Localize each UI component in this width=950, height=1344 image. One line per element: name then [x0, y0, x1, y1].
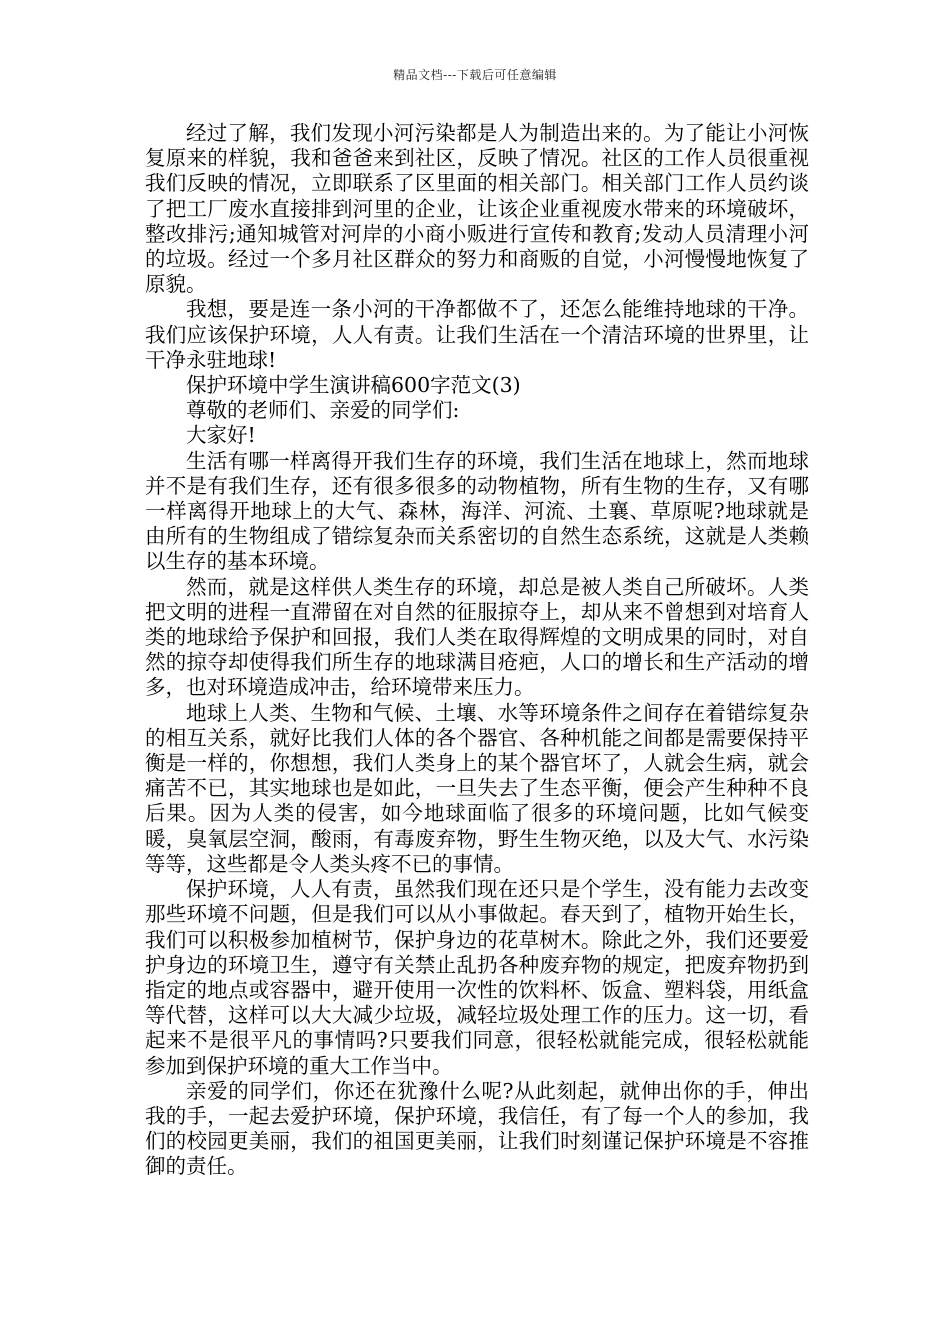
paragraph-human-destruction: 然而，就是这样供人类生存的环境，却总是被人类自己所破坏。人类把文明的进程一直滞留在对自然的征服掠夺上，却从来不曾想到对培育人类的地球给予保护和回报，我们人类在取得辉煌的文明成果的同时，对自然的掠夺却使得我们所生存的地球满目疮疤，人口的增长和生产活动的增多，也对环境造成冲击，给环境带来压力。 [145, 574, 809, 700]
paragraph-river-cleanup: 经过了解，我们发现小河污染都是人为制造出来的。为了能让小河恢复原来的样貌，我和爸爸来到社区，反映了情况。社区的工作人员很重视我们反映的情况，立即联系了区里面的相关部门。相关部门工作人员约谈了把工厂废水直接排到河里的企业，让该企业重视废水带来的环境破坏，整改排污;通知城管对河岸的小商小贩进行宣传和教育;发动人员清理小河的垃圾。经过一个多月社区群众的努力和商贩的自觉，小河慢慢地恢复了原貌。 [145, 121, 809, 297]
paragraph-start-small: 保护环境，人人有责，虽然我们现在还只是个学生，没有能力去改变那些环境不问题，但是我们可以从小事做起。春天到了，植物开始生长，我们可以积极参加植树节，保护身边的花草树木。除此之外，我们还要爱护身边的环境卫生，遵守有关禁止乱扔各种废弃物的规定，把废弃物扔到指定的地点或容器中，避开使用一次性的饮料杯、饭盒、塑料袋，用纸盒等代替，这样可以大大减少垃圾，减轻垃圾处理工作的压力。这一切，看起来不是很平凡的事情吗?只要我们同意，很轻松就能完成，很轻松就能参加到保护环境的重大工作当中。 [145, 877, 809, 1078]
speech-salutation: 尊敬的老师们、亲爱的同学们: [186, 398, 460, 423]
document-body [145, 121, 809, 1180]
page-header: 精品文档---下载后可任意编辑 [393, 68, 557, 82]
paragraph-living-environment: 生活有哪一样离得开我们生存的环境，我们生活在地球上，然而地球并不是有我们生存，还有很多很多的动物植物，所有生物的生存，又有哪一样离得开地球上的大气、森林，海洋、河流、土襄、草原呢?地球就是由所有的生物组成了错综复杂而关系密切的自然生态系统，这就是人类赖以生存的基本环境。 [145, 448, 809, 574]
paragraph-keep-earth-clean: 我想，要是连一条小河的干净都做不了，还怎么能维持地球的干净。我们应该保护环境，人人有责。让我们生活在一个清洁环境的世界里，让干净永驻地球! [145, 297, 809, 372]
speech-greeting: 大家好! [186, 423, 256, 448]
speech-title: 保护环境中学生演讲稿600字范文(3) [186, 373, 521, 398]
paragraph-call-to-action: 亲爱的同学们，你还在犹豫什么呢?从此刻起，就伸出你的手，伸出我的手，一起去爱护环境，保护环境，我信任，有了每一个人的参加，我们的校园更美丽，我们的祖国更美丽，让我们时刻谨记保护环境是不容推御的责任。 [145, 1078, 809, 1179]
paragraph-ecological-balance: 地球上人类、生物和气候、土壤、水等环境条件之间存在着错综复杂的相互关系，就好比我们人体的各个器官、各种机能之间都是需要保持平衡是一样的，你想想，我们人类身上的某个器官坏了，人就会生病，就会痛苦不已，其实地球也是如此，一旦失去了生态平衡，便会产生种种不良后果。因为人类的侵害，如今地球面临了很多的环境问题，比如气候变暖，臭氧层空洞，酸雨，有毒废弃物，野生生物灭绝，以及大气、水污染等等，这些都是令人类头疼不已的事情。 [145, 700, 809, 876]
